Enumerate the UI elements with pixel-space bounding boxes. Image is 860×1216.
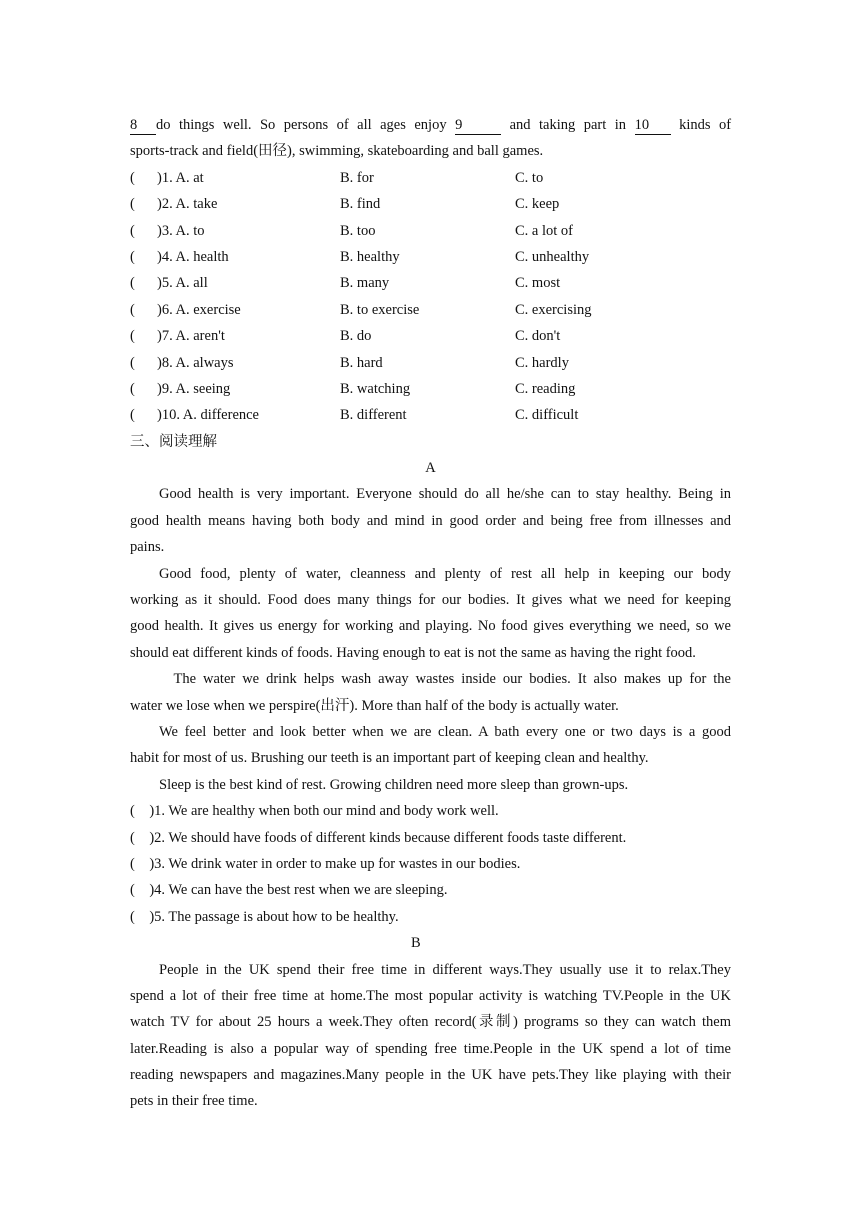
- option-row: [130, 402, 731, 428]
- option-a: )6. A. exercise: [157, 301, 241, 318]
- answer-paren: (: [130, 248, 135, 265]
- true-false-question: [130, 877, 731, 903]
- option-c: C. hardly: [515, 354, 569, 371]
- passage-b-line: pets in their free time.: [130, 1093, 258, 1110]
- question-text: )1. We are healthy when both our mind and body work well.: [149, 803, 499, 820]
- option-b: B. many: [340, 275, 390, 292]
- option-c: C. difficult: [515, 407, 579, 424]
- answer-paren: (: [130, 354, 135, 371]
- cloze-line-2: sports-track and field(田径), swimming, skateboarding and ball games.: [130, 143, 544, 160]
- option-a: )1. A. at: [157, 169, 204, 186]
- option-a: )10. A. difference: [157, 407, 259, 424]
- option-c: C. most: [515, 275, 561, 292]
- answer-paren: (: [130, 196, 135, 213]
- answer-paren: (: [130, 882, 150, 899]
- cloze-options: [130, 165, 731, 429]
- answer-paren: (: [130, 803, 150, 820]
- answer-paren: (: [130, 301, 135, 318]
- option-b: B. different: [340, 407, 407, 424]
- option-b: B. too: [340, 222, 376, 239]
- passage-b-heading: B: [411, 935, 421, 952]
- option-c: C. don't: [515, 328, 561, 345]
- answer-paren: (: [130, 829, 150, 846]
- question-text: )2. We should have foods of different kinds because different foods taste different.: [149, 829, 627, 846]
- option-row: [130, 350, 731, 376]
- true-false-question: [130, 825, 731, 851]
- true-false-question: [130, 798, 731, 824]
- option-a: )5. A. all: [157, 275, 208, 292]
- passage-b-line: watch TV for about 25 hours a week.They often record(录制) programs so they can watch them: [130, 1014, 731, 1031]
- option-row: [130, 218, 731, 244]
- option-b: B. watching: [340, 380, 411, 397]
- cloze-text-1: do things well. So persons of all ages enjoy: [156, 117, 447, 133]
- passage-a-body: [130, 481, 731, 798]
- option-b: B. healthy: [340, 248, 400, 265]
- passage-a-line: The water we drink helps wash away wastes inside our bodies. It also makes up for the: [173, 671, 731, 688]
- option-b: B. do: [340, 328, 372, 345]
- passage-a-line: We feel better and look better when we are clean. A bath every one or two days is a good: [159, 723, 731, 740]
- passage-a-line: good health means having both body and mind in good order and being free from illnesses and: [130, 512, 731, 529]
- passage-a-line: Good food, plenty of water, cleanness and plenty of rest all help in keeping our body: [159, 565, 731, 582]
- passage-b-line: reading newspapers and magazines.Many people in the UK have pets.They like playing with their: [130, 1067, 731, 1084]
- passage-a-line: water we lose when we perspire(出汗). More than half of the body is actually water.: [130, 697, 619, 714]
- passage-b-line: later.Reading is also a popular way of spending free time.People in the UK spend a lot of time: [130, 1040, 731, 1057]
- passage-a-questions: [130, 798, 731, 930]
- option-a: )4. A. health: [157, 248, 229, 265]
- question-text: )5. The passage is about how to be healthy.: [149, 908, 399, 925]
- question-text: )3. We drink water in order to make up for wastes in our bodies.: [149, 855, 521, 872]
- option-c: C. unhealthy: [515, 248, 590, 265]
- passage-a-line: Good health is very important. Everyone should do all he/she can to stay healthy. Being in: [159, 486, 731, 503]
- option-a: )9. A. seeing: [157, 380, 231, 397]
- passage-a-line: working as it should. Food does many things for our bodies. It gives what we need for keeping: [130, 592, 731, 609]
- option-row: [130, 297, 731, 323]
- section-3-title: 三、阅读理解: [130, 433, 217, 450]
- option-b: B. to exercise: [340, 301, 420, 318]
- option-c: C. to: [515, 169, 544, 186]
- option-row: [130, 191, 731, 217]
- cloze-line-1: [130, 112, 731, 138]
- option-a: )2. A. take: [157, 196, 218, 213]
- blank-9: 9: [455, 116, 501, 135]
- passage-b-line: spend a lot of their free time at home.The most popular activity is watching TV.People in the UK: [130, 987, 731, 1004]
- blank-10: 10: [635, 116, 671, 135]
- answer-paren: (: [130, 407, 135, 424]
- cloze-text-2: and taking part in: [509, 117, 627, 133]
- question-text: )4. We can have the best rest when we are sleeping.: [149, 882, 448, 899]
- option-row: [130, 270, 731, 296]
- option-c: C. a lot of: [515, 222, 573, 239]
- answer-paren: (: [130, 275, 135, 292]
- true-false-question: [130, 904, 731, 930]
- option-c: C. exercising: [515, 301, 592, 318]
- answer-paren: (: [130, 380, 135, 397]
- worksheet-page: [130, 112, 731, 1115]
- option-c: C. keep: [515, 196, 560, 213]
- option-c: C. reading: [515, 380, 576, 397]
- passage-a-line: good health. It gives us energy for working and playing. No food gives everything we need, so we: [130, 618, 731, 635]
- answer-paren: (: [130, 855, 150, 872]
- answer-paren: (: [130, 222, 135, 239]
- answer-paren: (: [130, 328, 135, 345]
- passage-a-line: habit for most of us. Brushing our teeth is an important part of keeping clean and healthy.: [130, 750, 649, 767]
- option-a: )3. A. to: [157, 222, 205, 239]
- passage-a-line: pains.: [130, 539, 165, 556]
- blank-8: 8: [130, 116, 156, 135]
- option-a: )8. A. always: [157, 354, 234, 371]
- passage-b-body: [130, 957, 731, 1115]
- option-row: [130, 376, 731, 402]
- option-b: B. find: [340, 196, 381, 213]
- passage-a-line: Sleep is the best kind of rest. Growing children need more sleep than grown-ups.: [159, 776, 629, 793]
- passage-a-heading: A: [425, 460, 436, 477]
- true-false-question: [130, 851, 731, 877]
- option-a: )7. A. aren't: [157, 328, 225, 345]
- option-row: [130, 165, 731, 191]
- passage-b-line: People in the UK spend their free time in different ways.They usually use it to relax.They: [159, 961, 731, 978]
- answer-paren: (: [130, 908, 150, 925]
- cloze-text-3: kinds of: [679, 117, 732, 133]
- option-row: [130, 323, 731, 349]
- option-b: B. hard: [340, 354, 383, 371]
- option-b: B. for: [340, 169, 374, 186]
- option-row: [130, 244, 731, 270]
- passage-a-line: should eat different kinds of foods. Having enough to eat is not the same as having the right food.: [130, 644, 696, 661]
- answer-paren: (: [130, 169, 135, 186]
